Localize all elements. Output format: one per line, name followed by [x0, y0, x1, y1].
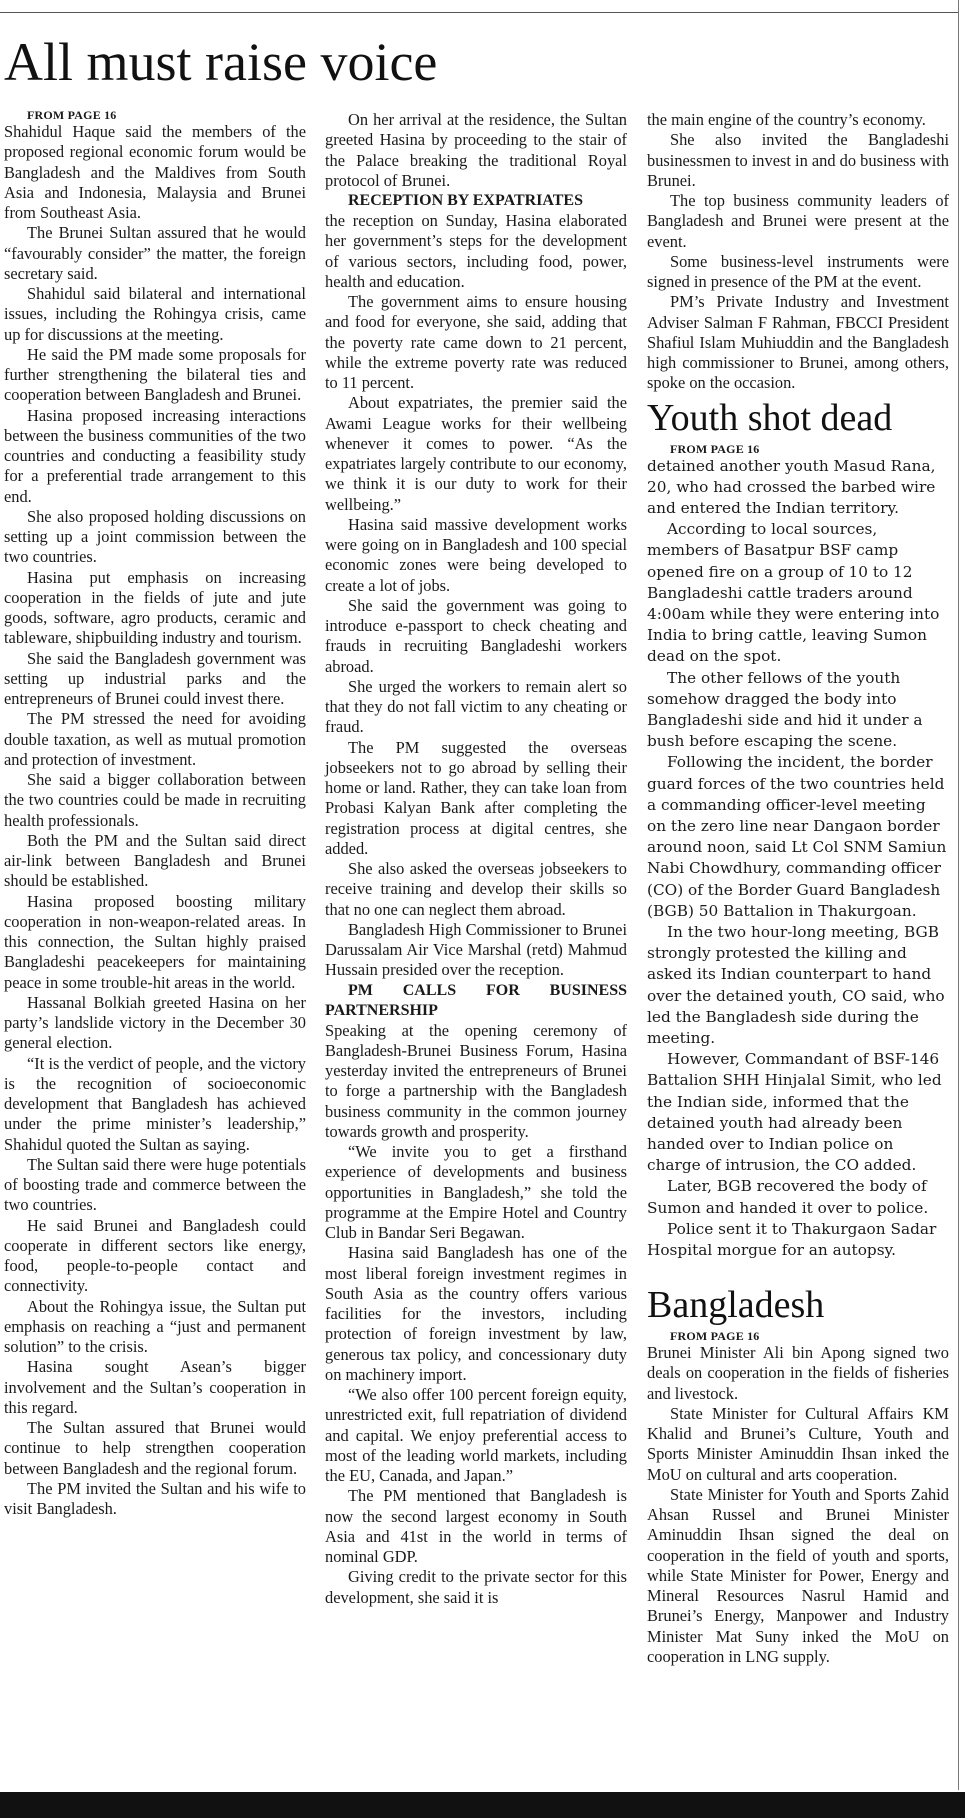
paragraph: On her arrival at the residence, the Sultan greeted Hasina by proceeding to the stair of the Palace breaking the traditional Royal protocol of Brunei.: [325, 110, 627, 190]
paragraph: The Brunei Sultan assured that he would “favourably consider” the matter, the foreign secretary said.: [4, 223, 306, 283]
paragraph: Later, BGB recovered the body of Sumon and handed it over to police.: [647, 1177, 929, 1217]
bangladesh-headline: Bangladesh: [647, 1284, 825, 1327]
column-1: [4, 108, 306, 1519]
from-page-label: FROM PAGE 16: [670, 441, 760, 456]
paragraph: Hasina said massive development works were going on in Bangladesh and 100 special economic zones were being developed to create a lot of jobs.: [325, 514, 627, 595]
paragraph: Police sent it to Thakurgaon Sadar Hospital morgue for an autopsy.: [647, 1219, 937, 1260]
paragraph: She urged the workers to remain alert so that they do not fall victim to any cheating or fraud.: [325, 676, 627, 737]
paragraph: About the Rohingya issue, the Sultan put emphasis on reaching a “just and permanent solution” to the crisis.: [4, 1296, 306, 1356]
paragraph: Shahidul Haque said the members of the proposed regional economic forum would be Bangladesh and the Maldives from South Asia and Indonesia, Malaysia and Brunei from Southeast Asia.: [4, 122, 306, 222]
paragraph: In the two hour-long meeting, BGB strongly protested the killing and asked its Indian counterpart to hand over the detained youth, CO said, who led the Bangladesh side during the meeting.: [647, 922, 945, 1047]
paragraph: Both the PM and the Sultan said direct air-link between Bangladesh and Brunei should be established.: [4, 830, 306, 891]
column-2: [325, 110, 627, 1608]
paragraph: Bangladesh High Commissioner to Brunei Darussalam Air Vice Marshal (retd) Mahmud Hussain presided over the reception.: [325, 919, 627, 980]
paragraph: She said a bigger collaboration between the two countries could be made in recruiting health professionals.: [4, 770, 306, 830]
paragraph: She said the government was going to introduce e-passport to check cheating and frauds in recruiting Bangladeshi workers abroad.: [325, 595, 627, 676]
paragraph: She also proposed holding discussions on setting up a joint commission between the two countries.: [4, 506, 306, 567]
paragraph: the reception on Sunday, Hasina elaborated her government’s steps for the development of various sectors, including food, power, health and education.: [325, 211, 627, 291]
paragraph: The top business community leaders of Bangladesh and Brunei were present at the event.: [647, 191, 949, 251]
from-page-label: FROM PAGE 16: [27, 108, 117, 122]
youth-headline: Youth shot dead: [647, 396, 893, 439]
paragraph: Giving credit to the private sector for this development, she said it is: [325, 1567, 627, 1607]
paragraph: Speaking at the opening ceremony of Bangladesh-Brunei Business Forum, Hasina yesterday invited the entrepreneurs of Brunei to forge a partnership with the Bangladesh business community in the common journey towards growth and prosperity.: [325, 1020, 627, 1141]
column-3: [647, 110, 949, 1667]
paragraph: “It is the verdict of people, and the victory is the recognition of socioeconomic development that Bangladesh has achieved under the prime minister’s leadership,” Shahidul quoted the Sultan as saying.: [4, 1053, 306, 1154]
paragraph: Shahidul said bilateral and international issues, including the Rohingya crisis, came up for discussions at the meeting.: [4, 284, 306, 344]
paragraph: According to local sources, members of Basatpur BSF camp opened fire on a group of 10 to 12 Bangladeshi cattle traders around 4:00am while they were entering into India to bring cattle, leaving Sumon dead on the spot.: [647, 520, 940, 666]
subheading-reception: RECEPTION BY EXPATRIATES: [348, 192, 583, 209]
paragraph: State Minister for Youth and Sports Zahid Ahsan Russel and Brunei Minister Aminuddin Ihsan signed the deal on cooperation in the field of youth and sports, while State Minister for Power, Energy and Mineral Resources Nasrul Hamid and Brunei’s Energy, Manpower and Industry Minister Mat Suny inked the MoU on cooperation in LNG supply.: [647, 1484, 949, 1666]
paragraph: She also asked the overseas jobseekers to receive training and develop their skills so that no one can neglect them abroad.: [325, 859, 627, 919]
paragraph: Brunei Minister Ali bin Apong signed two deals on cooperation in the fields of fisheries and livestock.: [647, 1343, 949, 1403]
paragraph: The PM suggested the overseas jobseekers not to go abroad by selling their home or land. Rather, they can take loan from Probasi Kalyan Bank after completing the registration process at digital centres, she added.: [325, 737, 627, 858]
paragraph: “We also offer 100 percent foreign equity, unrestricted exit, full repatriation of dividend and capital. We enjoy preferential access to most of the leading world markets, including the EU, Canada, and Japan.”: [325, 1385, 627, 1485]
paragraph: State Minister for Cultural Affairs KM Khalid and Brunei’s Culture, Youth and Sports Minister Aminuddin Ihsan inked the MoU on cultural and arts cooperation.: [647, 1403, 949, 1484]
paragraph: He said Brunei and Bangladesh could cooperate in different sectors like energy, food, people-to-people contact and connectivity.: [4, 1215, 306, 1296]
paragraph: He said the PM made some proposals for further strengthening the bilateral ties and cooperation between Bangladesh and Brunei.: [4, 344, 306, 405]
paragraph: The PM invited the Sultan and his wife to visit Bangladesh.: [4, 1478, 306, 1518]
paragraph: Hasina put emphasis on increasing cooperation in the fields of jute and jute goods, software, agro products, ceramic and tableware, shipbuilding industry and tourism.: [4, 567, 306, 648]
paragraph: detained another youth Masud Rana, 20, who had crossed the barbed wire and entered the Indian territory.: [647, 456, 936, 517]
paragraph: The PM mentioned that Bangladesh is now the second largest economy in South Asia and 41st in the world in terms of nominal GDP.: [325, 1486, 627, 1566]
subheading-partnership: PM CALLS FOR BUSINESS PARTNERSHIP: [325, 981, 627, 1019]
top-rule: [0, 12, 958, 13]
paragraph: Hasina said Bangladesh has one of the most liberal foreign investment regimes in South Asia as the country offers various facilities for the investors, including protection of foreign investment by law, generous tax policy, and concessionary duty on machinery import.: [325, 1243, 627, 1384]
paragraph: Some business-level instruments were signed in presence of the PM at the event.: [647, 251, 949, 291]
paragraph: The PM stressed the need for avoiding double taxation, as well as mutual promotion and protection of investment.: [4, 709, 306, 769]
paragraph: Hasina proposed increasing interactions between the business communities of the two countries and conducting a feasibility study for a preferential trade arrangement to this end.: [4, 405, 306, 506]
paragraph: The government aims to ensure housing and food for everyone, she said, adding that the poverty rate came down to 21 percent, while the extreme poverty rate was reduced to 11 percent.: [325, 292, 627, 392]
paragraph: About expatriates, the premier said the Awami League works for their wellbeing whenever it comes to power. “As the expatriates largely contribute to our economy, we think it is our duty to work for their wellbeing.”: [325, 393, 627, 514]
right-rule: [958, 0, 959, 1790]
paragraph: “We invite you to get a firsthand experience of developments and business opportunities in Bangladesh,” she told the programme at the Empire Hotel and Country Club in Bandar Seri Begawan.: [325, 1142, 627, 1242]
paragraph: The other fellows of the youth somehow dragged the body into Bangladeshi side and hid it under a bush before escaping the scene.: [647, 668, 923, 751]
headline: All must raise voice: [4, 32, 438, 92]
youth-story: [647, 456, 949, 1262]
paragraph: PM’s Private Industry and Investment Adviser Salman F Rahman, FBCCI President Shafiul Islam Muhiuddin and the Bangladesh high commissioner to Brunei, among others, spoke on the occasion.: [647, 292, 949, 393]
from-page-label: FROM PAGE 16: [670, 1329, 760, 1344]
paragraph: The Sultan said there were huge potentials of boosting trade and commerce between the two countries.: [4, 1154, 306, 1215]
paragraph: Hasina proposed boosting military cooperation in non-weapon-related areas. In this connection, the Sultan highly praised Bangladeshi peacekeepers for maintaining peace in some trouble-hit areas in the world.: [4, 891, 306, 992]
bottom-bar: [0, 1792, 965, 1818]
paragraph: Hassanal Bolkiah greeted Hasina on her party’s landslide victory in the December 30 general election.: [4, 992, 306, 1053]
spacer: [647, 1261, 949, 1281]
paragraph: However, Commandant of BSF-146 Battalion SHH Hinjalal Simit, who led the Indian side, informed that the detained youth had already been handed over to Indian police on charge of intrusion, the CO added.: [647, 1050, 942, 1175]
paragraph: Following the incident, the border guard forces of the two countries held a commanding officer-level meeting on the zero line near Dangaon border around noon, said Lt Col SNM Samiun Nabi Chowdhury, commanding officer (CO) of the Border Guard Bangladesh (BGB) 50 Battalion in Thakurgoan.: [647, 753, 947, 920]
paragraph: She also invited the Bangladeshi businessmen to invest in and do business with Brunei.: [647, 130, 949, 190]
paragraph: She said the Bangladesh government was setting up industrial parks and the entrepreneurs of Brunei could invest there.: [4, 648, 306, 708]
paragraph: The Sultan assured that Brunei would continue to help strengthen cooperation between Bangladesh and the regional forum.: [4, 1418, 306, 1478]
paragraph: Hasina sought Asean’s bigger involvement and the Sultan’s cooperation in this regard.: [4, 1357, 306, 1417]
paragraph: the main engine of the country’s economy.: [647, 110, 926, 129]
